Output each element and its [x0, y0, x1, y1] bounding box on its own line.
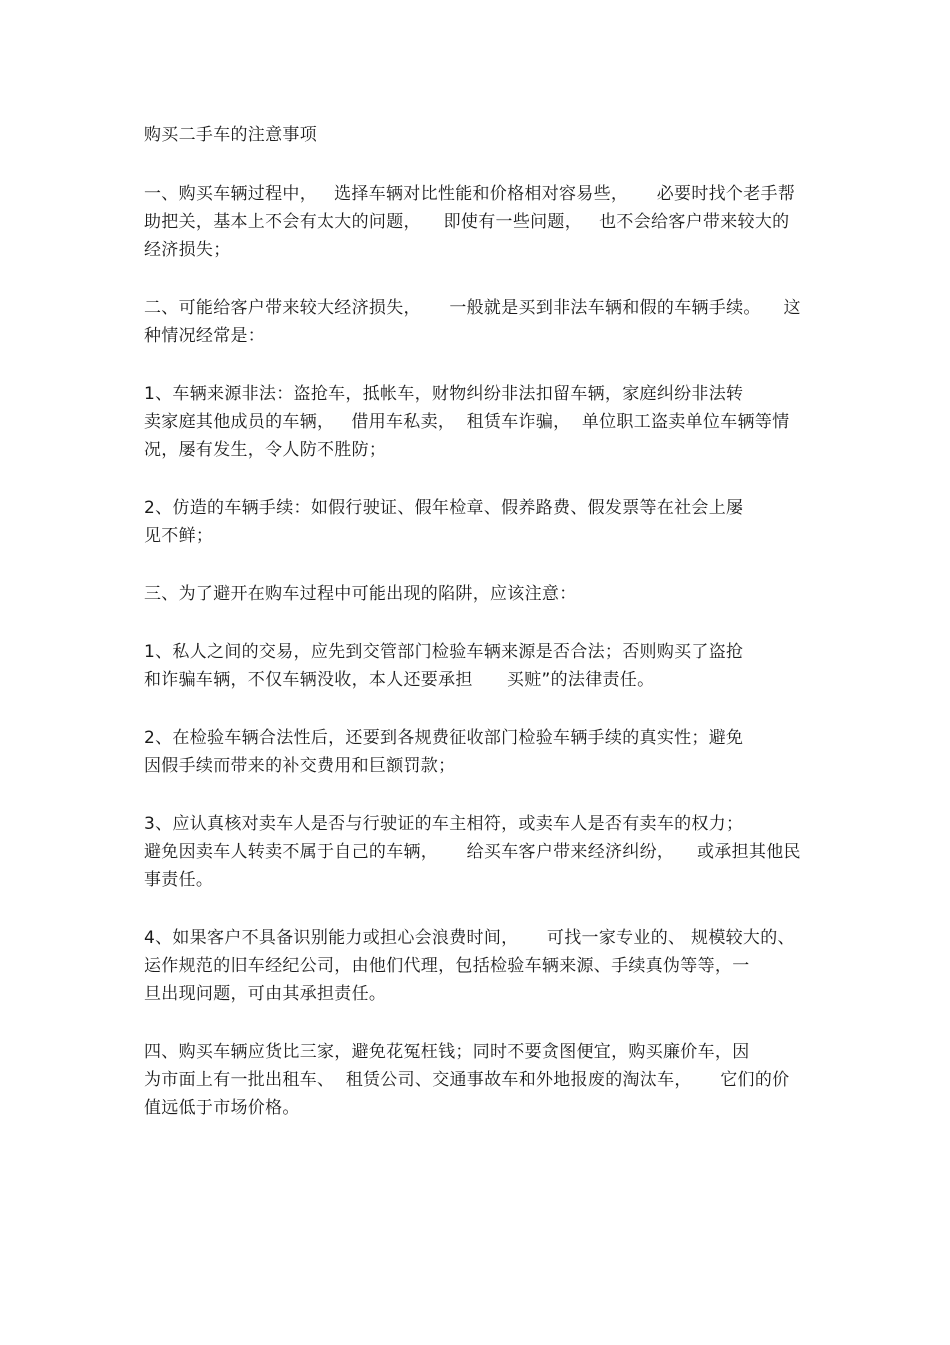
paragraph-line: 卖家庭其他成员的车辆， 借用车私卖， 租赁车诈骗， 单位职工盗卖单位车辆等情: [144, 412, 790, 432]
paragraph-line: 和诈骗车辆，不仅车辆没收，本人还要承担 买赃”的法律责任。: [144, 670, 655, 690]
paragraph-line: 经济损失；: [144, 240, 231, 260]
document-title: 购买二手车的注意事项: [144, 125, 317, 145]
paragraph-line: 值远低于市场价格。: [144, 1098, 300, 1118]
paragraph-line: 避免因卖车人转卖不属于自己的车辆， 给买车客户带来经济纠纷， 或承担其他民: [144, 842, 801, 862]
paragraph-line: 种情况经常是：: [144, 326, 266, 346]
paragraph-line: 2、仿造的车辆手续：如假行驶证、假年检章、假养路费、假发票等在社会上屡: [144, 498, 744, 518]
paragraph-line: 旦出现问题，可由其承担责任。: [144, 984, 387, 1004]
paragraph-line: 2、在检验车辆合法性后，还要到各规费征收部门检验车辆手续的真实性；避免: [144, 728, 744, 748]
paragraph-line: 运作规范的旧车经纪公司，由他们代理，包括检验车辆来源、手续真伪等等，一: [144, 956, 750, 976]
paragraph-line: 事责任。: [144, 870, 214, 890]
paragraph-line: 一、购买车辆过程中， 选择车辆对比性能和价格相对容易些， 必要时找个老手帮: [144, 184, 796, 204]
paragraph-line: 三、为了避开在购车过程中可能出现的陷阱，应该注意：: [144, 584, 577, 604]
paragraph-line: 3、应认真核对卖车人是否与行驶证的车主相符，或卖车人是否有卖车的权力；: [144, 814, 744, 834]
paragraph-line: 见不鲜；: [144, 526, 214, 546]
paragraph-line: 况，屡有发生，令人防不胜防；: [144, 440, 387, 460]
paragraph-line: 助把关，基本上不会有太大的问题， 即使有一些问题， 也不会给客户带来较大的: [144, 212, 790, 232]
paragraph-line: 4、如果客户不具备识别能力或担心会浪费时间， 可找一家专业的、 规模较大的、: [144, 928, 795, 948]
paragraph-line: 二、可能给客户带来较大经济损失， 一般就是买到非法车辆和假的车辆手续。 这: [144, 298, 801, 318]
paragraph-line: 为市面上有一批出租车、 租赁公司、交通事故车和外地报废的淘汰车， 它们的价: [144, 1070, 790, 1090]
paragraph-line: 1、私人之间的交易，应先到交管部门检验车辆来源是否合法；否则购买了盗抢: [144, 642, 744, 662]
paragraph-line: 1、车辆来源非法：盗抢车，抵帐车，财物纠纷非法扣留车辆，家庭纠纷非法转: [144, 384, 744, 404]
paragraph-line: 因假手续而带来的补交费用和巨额罚款；: [144, 756, 456, 776]
paragraph-line: 四、购买车辆应货比三家，避免花冤枉钱；同时不要贪图便宜，购买廉价车，因: [144, 1042, 750, 1062]
